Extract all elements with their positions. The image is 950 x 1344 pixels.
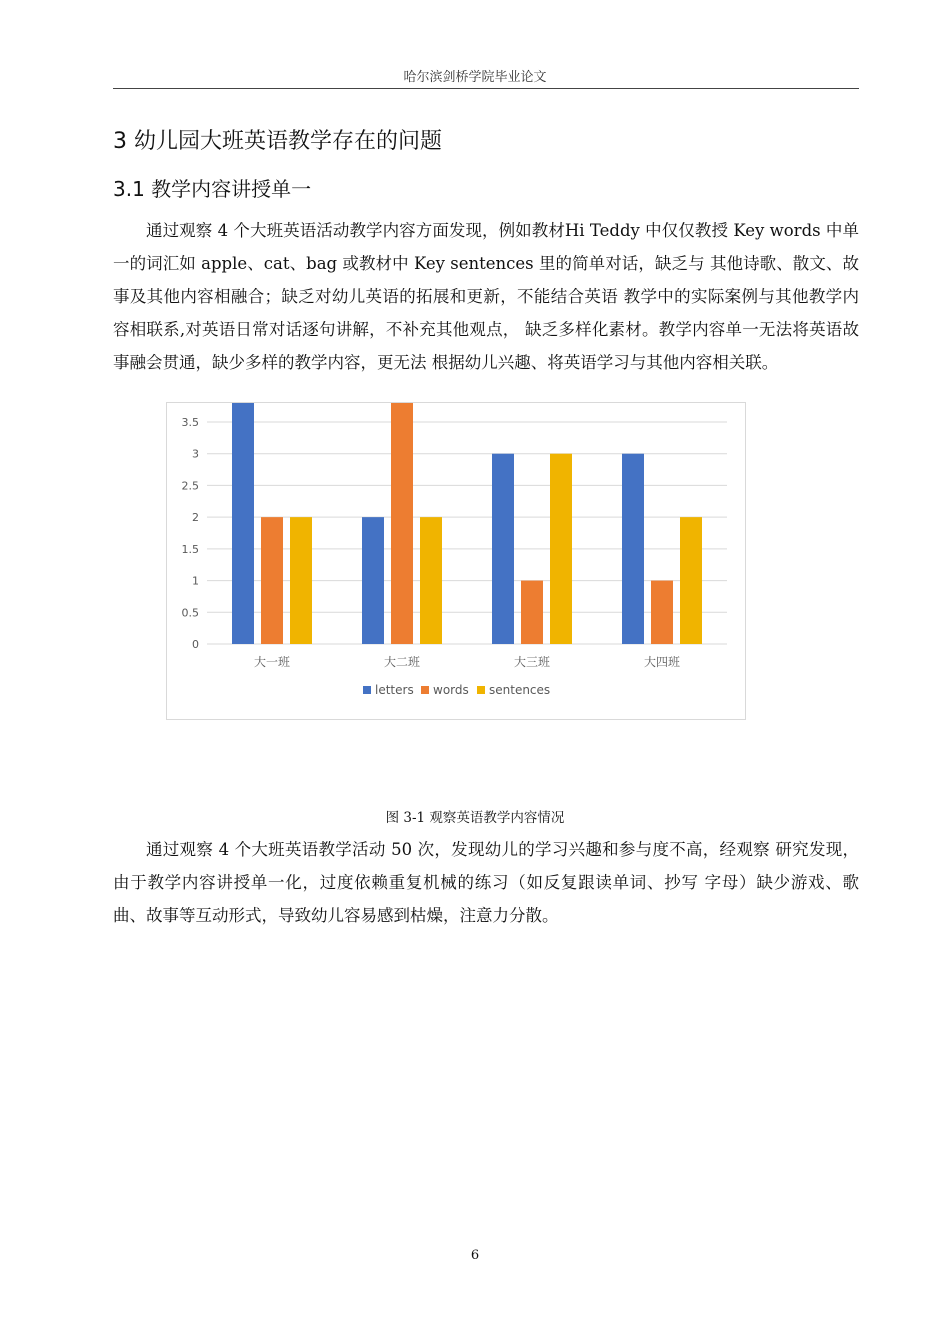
x-tick-label: 大二班 [383, 655, 421, 669]
x-tick-label: 大四班 [643, 655, 681, 669]
x-tick-label: 大一班 [253, 655, 291, 669]
y-tick-label: 3.5 [181, 416, 199, 429]
bar-words [391, 403, 413, 644]
paragraph-1: 通过观察 4 个大班英语活动教学内容方面发现，例如教材Hi Teddy 中仅仅教授 Key words 中单一的词汇如 apple、cat、bag 或教材中 Key sentences 里的简单对话，缺乏与 其他诗歌、散文、故事及其他内容相融合；缺乏对幼儿英语的拓展和更新，不能结合英语 教学中的实际案例与其他教学内容相联系,对英语日常对话逐句讲解，不补充其他观点， 缺乏多样化素材。教学内容单一无法将英语故事融会贯通，缺少多样的教学内容，更无法 根据幼儿兴趣、将英语学习与其他内容相关联。 [113, 221, 859, 372]
running-header: 哈尔滨剑桥学院毕业论文 [403, 70, 547, 85]
y-tick-label: 0.5 [181, 606, 199, 620]
y-tick-label: 1 [192, 574, 199, 588]
bar-sentences [550, 454, 572, 644]
bar-letters [622, 454, 644, 644]
y-tick-label: 2 [192, 511, 199, 525]
bar-words [651, 581, 673, 644]
y-tick-label: 0 [192, 638, 199, 651]
x-tick-label: 大三班 [513, 655, 551, 669]
bar-words [521, 581, 543, 644]
y-tick-label: 3 [192, 447, 199, 461]
bar-sentences [680, 517, 702, 644]
bar-words [261, 517, 283, 644]
legend-swatch-letters [363, 686, 371, 694]
bar-letters [362, 517, 384, 644]
subsection-heading: 3.1 教学内容讲授单一 [113, 177, 312, 201]
legend-swatch-words [421, 686, 429, 694]
bar-letters [232, 403, 254, 644]
section-heading: 3 幼儿园大班英语教学存在的问题 [113, 129, 442, 154]
header-rule [113, 88, 859, 89]
legend-label-sentences: sentences [489, 683, 551, 697]
legend-label-words: words [433, 683, 469, 697]
bar-sentences [290, 517, 312, 644]
paragraph-2: 通过观察 4 个大班英语教学活动 50 次，发现幼儿的学习兴趣和参与度不高，经观察 研究发现，由于教学内容讲授单一化，过度依赖重复机械的练习（如反复跟读单词、抄写 字母）缺少游戏、歌曲、故事等互动形式，导致幼儿容易感到枯燥，注意力分散。 [113, 840, 859, 925]
legend-label-letters: letters [375, 683, 414, 697]
page-number: 6 [470, 1248, 480, 1263]
bar-sentences [420, 517, 442, 644]
legend-swatch-sentences [477, 686, 485, 694]
y-tick-label: 2.5 [181, 479, 199, 493]
chart-svg [167, 403, 745, 719]
bar-chart [166, 402, 746, 720]
figure-caption: 图 3-1 观察英语教学内容情况 [385, 810, 565, 826]
y-tick-label: 1.5 [181, 542, 199, 556]
bar-letters [492, 454, 514, 644]
